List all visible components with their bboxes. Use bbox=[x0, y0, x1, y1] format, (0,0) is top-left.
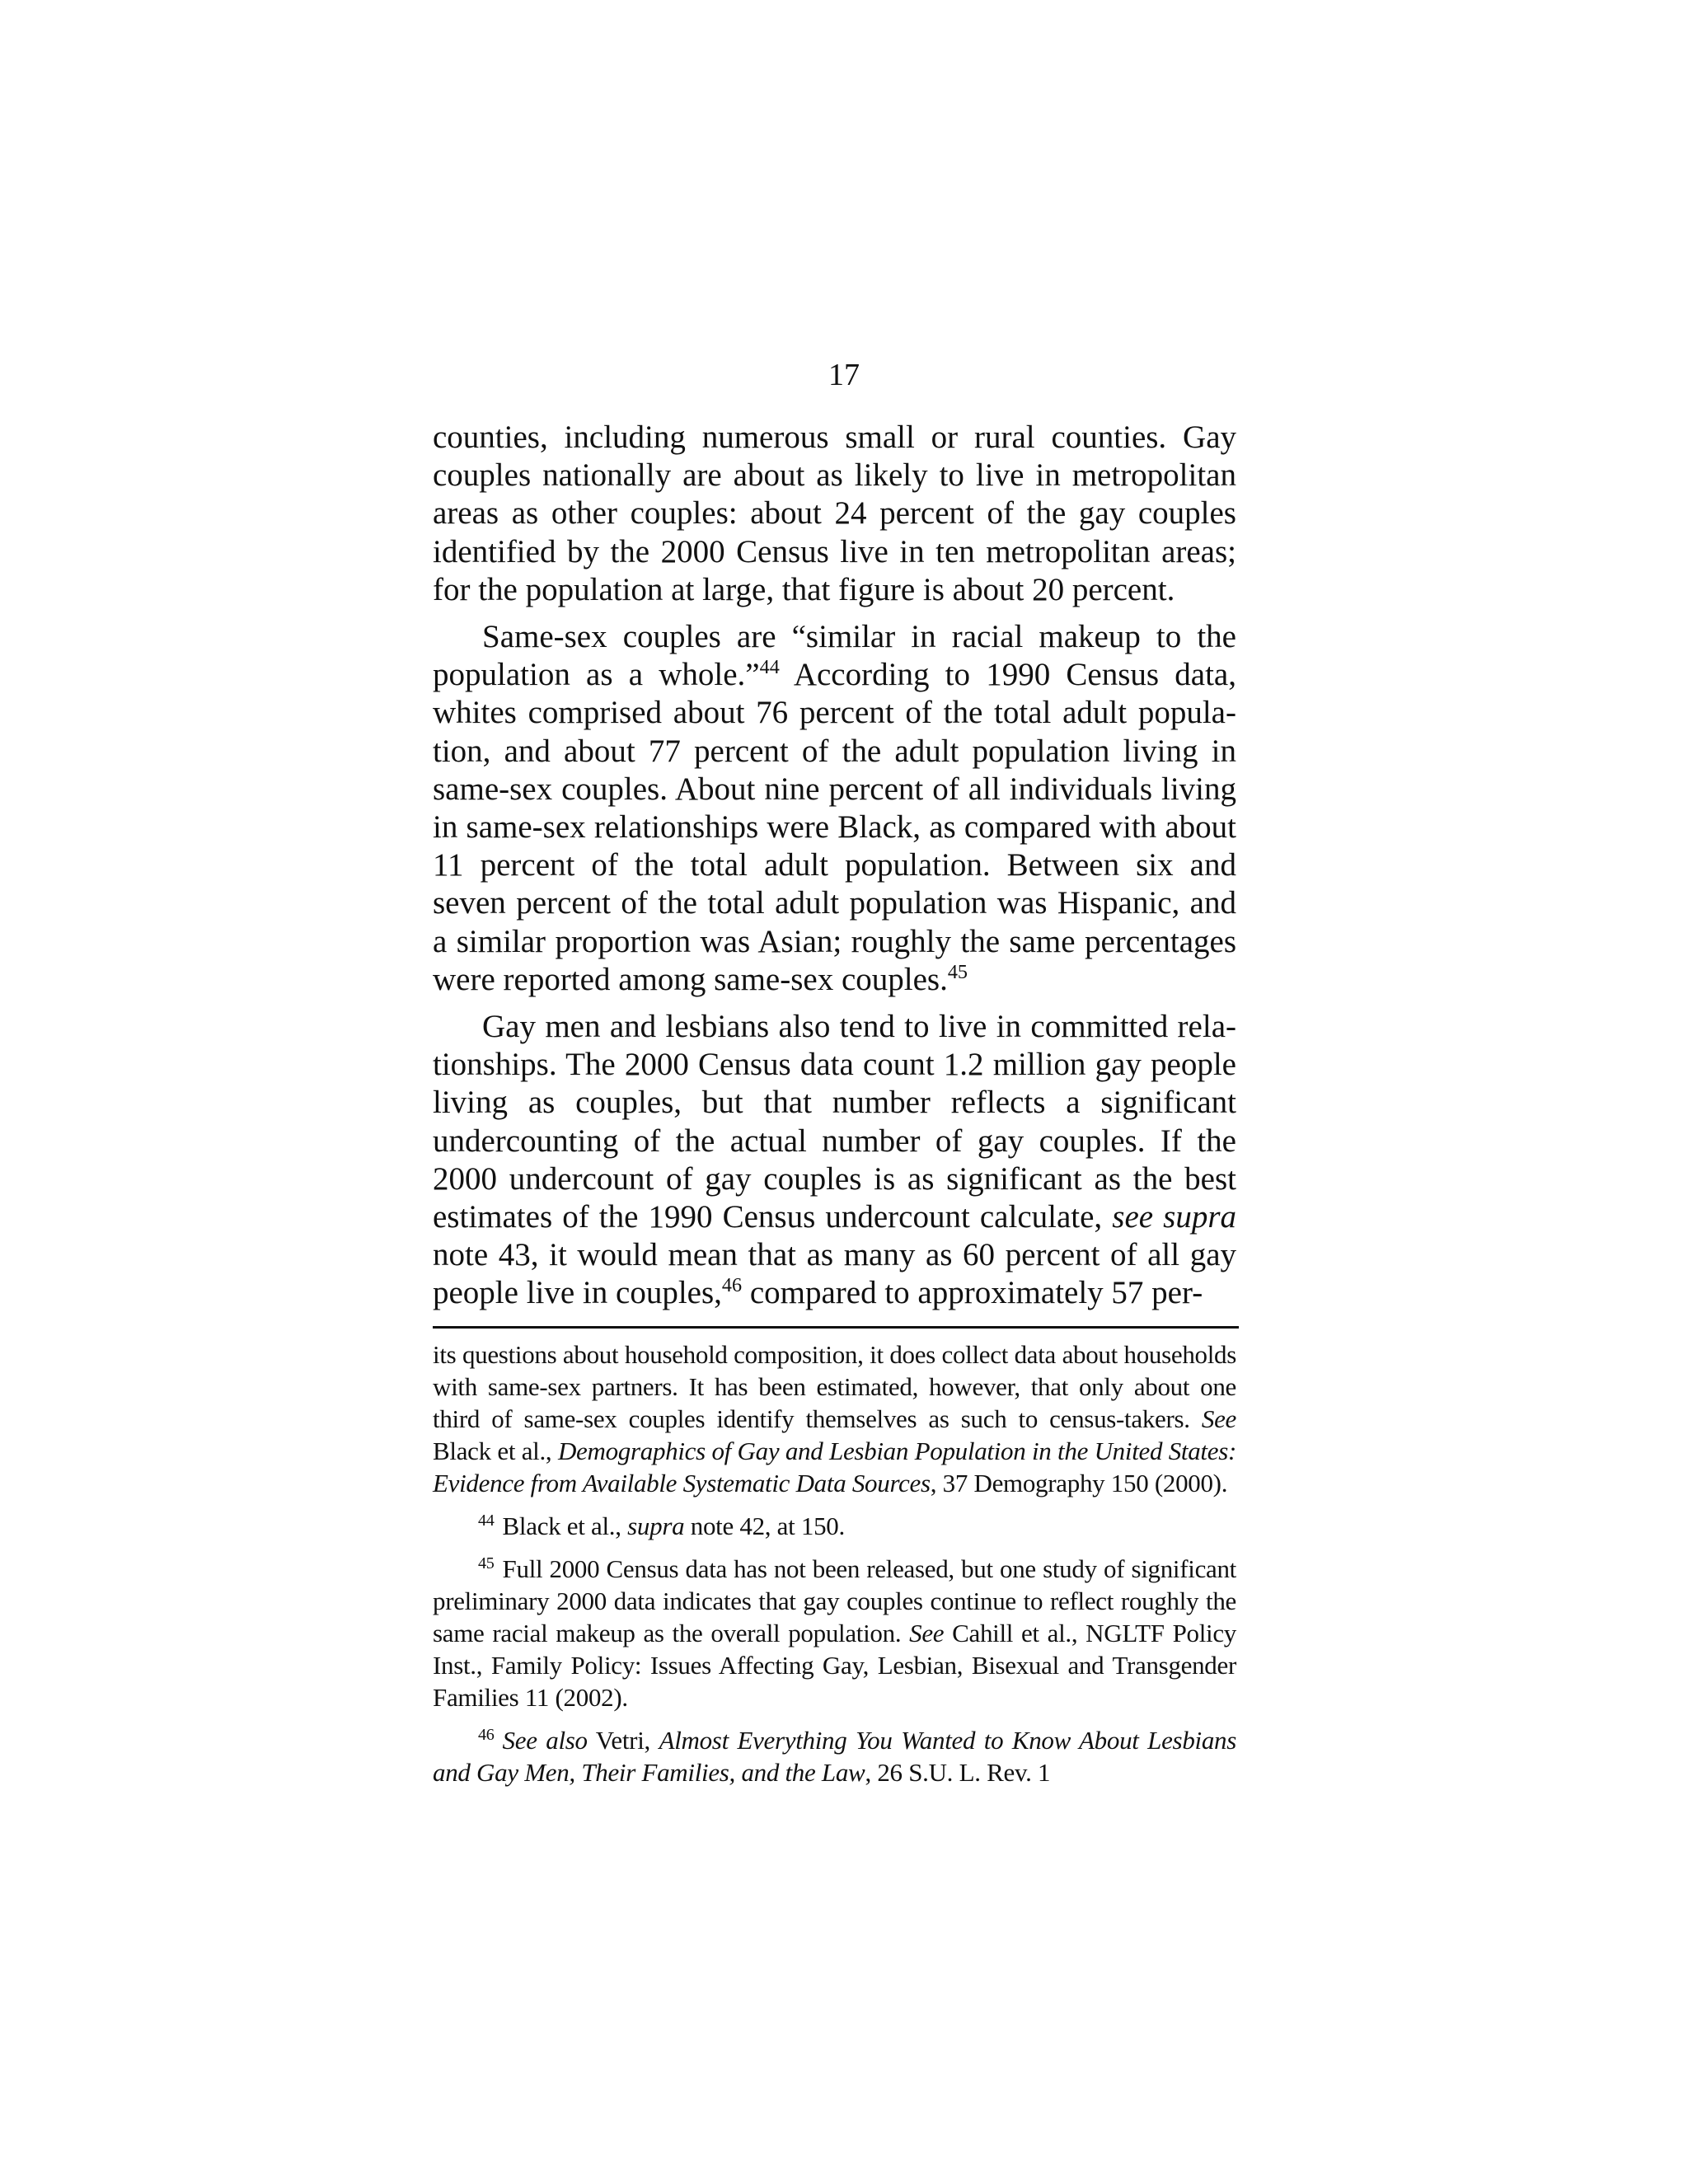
footnote-46 bbox=[433, 1724, 1236, 1788]
footnote-45-number: 45 bbox=[478, 1554, 495, 1572]
footnote-45-text-1: Full 2000 Census data has not been released, but one study of significant preliminary 2000 data indicates that gay couples continue to reflect roughly the same racial makeup as the overall population. bbox=[433, 1554, 1236, 1647]
footnote-44-supra: supra bbox=[627, 1511, 685, 1540]
footnote-continuation-text-2: Black et al., bbox=[433, 1436, 558, 1465]
paragraph-3-text-3: compared to approximately 57 per- bbox=[742, 1275, 1203, 1311]
paragraph-3-text-2: note 43, it would mean that as many as 60 percent of all gay people live in couples, bbox=[433, 1237, 1236, 1311]
footnote-ref-44: 44 bbox=[759, 656, 780, 679]
paragraph-2 bbox=[433, 618, 1236, 999]
footnote-44-number: 44 bbox=[478, 1511, 495, 1530]
footnote-46-text-1: Vetri, bbox=[587, 1726, 659, 1755]
page-number: 17 bbox=[828, 358, 860, 392]
footnotes bbox=[433, 1338, 1236, 1799]
footnote-continuation-text-1: its questions about household composition, it does collect data about households with same-sex partners. It has been estimated, however, that only about one third of same-sex couples identify themselves as such to census-takers. bbox=[433, 1340, 1236, 1433]
paragraph-3-italic: see supra bbox=[1112, 1199, 1236, 1235]
footnote-continuation-see: See bbox=[1201, 1404, 1236, 1433]
footnote-46-text-2: , 26 S.U. L. Rev. 1 bbox=[865, 1758, 1051, 1787]
footnote-45 bbox=[433, 1553, 1236, 1713]
footnote-44-text-2: note 42, at 150. bbox=[684, 1511, 845, 1540]
footnote-continuation-text-3: , 37 Demography 150 (2000). bbox=[930, 1469, 1228, 1497]
footnote-46-see-also: See also bbox=[502, 1726, 588, 1755]
paragraph-1 bbox=[433, 419, 1236, 609]
paragraph-2-text-2: According to 1990 Census data, whites comprised about 76 percent of the total adult population, and about 77 percent of the adult population living in same-sex couples. About nine percent of all individuals living in same-sex relationships were Black, as compared with about 11 percent of the total adult population. Between six and seven percent of the total adult population was Hispanic, and a similar proportion was Asian; roughly the same percentages were reported among same-sex couples. bbox=[433, 657, 1236, 997]
footnote-44-text-1: Black et al., bbox=[502, 1511, 628, 1540]
paragraph-3 bbox=[433, 1008, 1236, 1313]
footnote-45-text-2: Cahill et al., NGLTF Policy Inst., Family Policy: Issues Affecting Gay, Lesbian, Bisexual and Transgender Families 11 (2002). bbox=[433, 1619, 1236, 1712]
footnote-46-title: Almost Everything You Wanted to Know About Lesbians and Gay Men, Their Families, and the Law bbox=[433, 1726, 1236, 1787]
footnote-continuation bbox=[433, 1338, 1236, 1499]
footnote-ref-46: 46 bbox=[721, 1274, 743, 1297]
paragraph-1-text: counties, including numerous small or rural counties. Gay couples nationally are about as likely to live in metropolitan areas as other couples: about 24 percent of the gay couples identified by the 2000 Census live in ten metropolitan areas; for the population at large, that figure is about 20 percent. bbox=[433, 419, 1236, 607]
footnote-45-see: See bbox=[909, 1619, 945, 1647]
footnote-46-number: 46 bbox=[478, 1725, 495, 1744]
footnote-divider bbox=[433, 1326, 1239, 1329]
paragraph-3-text-1: Gay men and lesbians also tend to live in committed relationships. The 2000 Census data count 1.2 million gay people living as couples, but that number reflects a significant undercounting of the actual number of gay couples. If the 2000 undercount of gay couples is as significant as the best estimates of the 1990 Census undercount calculate, bbox=[433, 1009, 1236, 1235]
footnote-44 bbox=[433, 1510, 1236, 1542]
paragraph-2-text-1: Same-sex couples are “similar in racial makeup to the population as a whole.” bbox=[433, 619, 1236, 693]
footnote-ref-45: 45 bbox=[947, 960, 968, 983]
body-text bbox=[433, 419, 1236, 1322]
footnote-continuation-title: Demographics of Gay and Lesbian Population in the United States: Evidence from Available Systematic Data Sources bbox=[433, 1436, 1236, 1497]
